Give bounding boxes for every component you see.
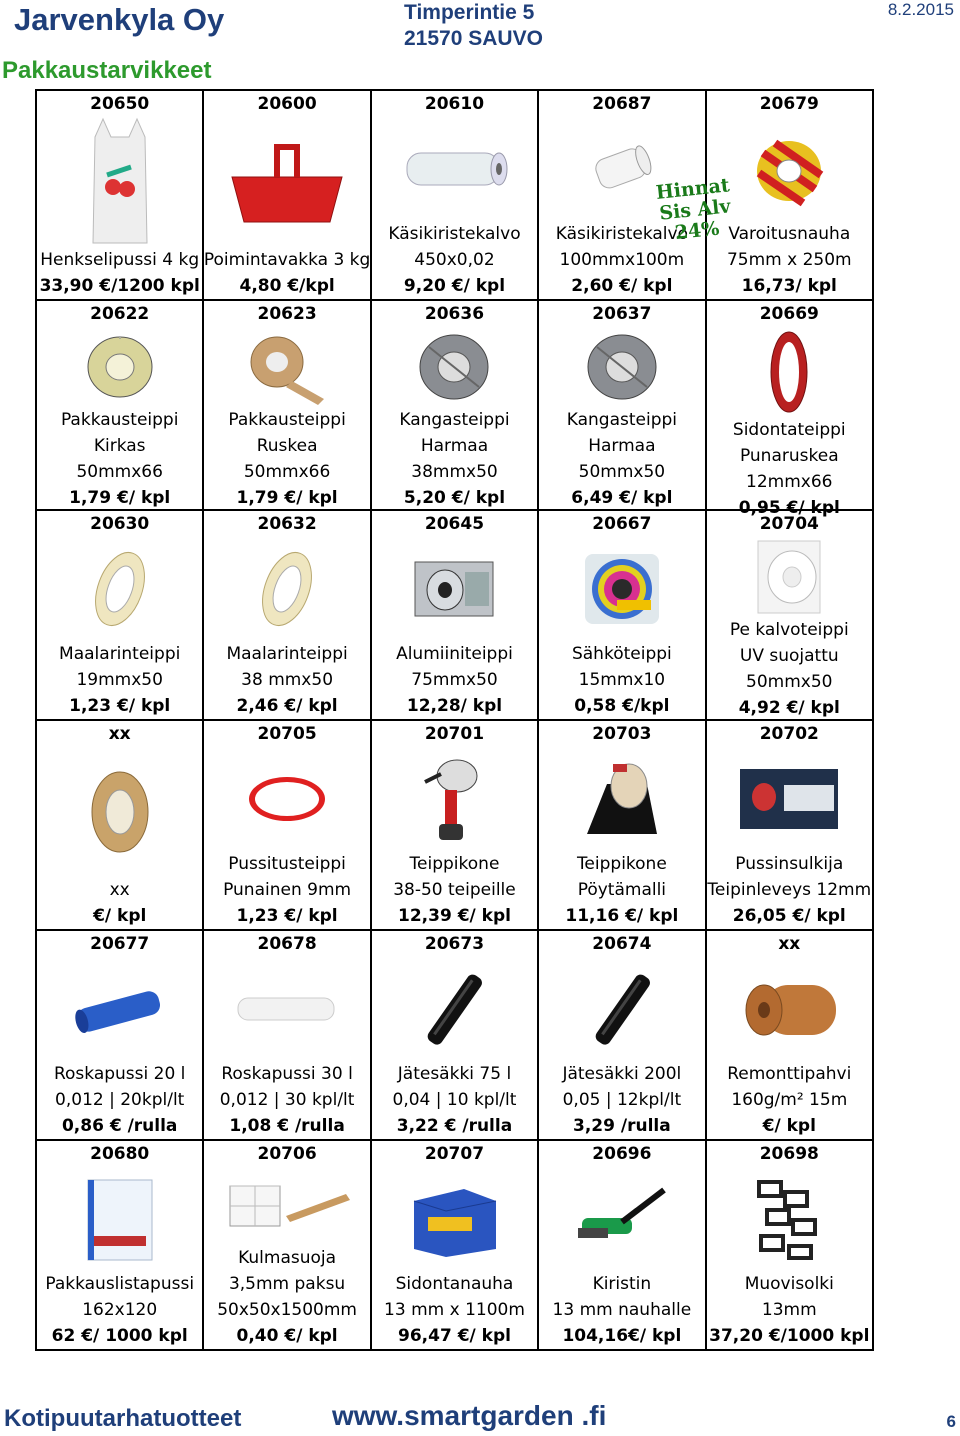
product-description-line: 12mmx66 (746, 472, 833, 492)
product-cell (371, 930, 538, 1140)
product-description-line: Kulmasuoja (238, 1248, 337, 1268)
bag-sealer-icon (707, 747, 872, 851)
product-price: 104,16€/ kpl (562, 1326, 682, 1346)
product-cell (538, 720, 705, 930)
product-price: 3,22 € /rulla (396, 1116, 513, 1136)
product-code: xx (778, 934, 801, 954)
product-description-line: 3,5mm paksu (228, 1274, 346, 1294)
product-cell (203, 90, 370, 300)
product-description-line: Jätesäkki 75 l (397, 1064, 512, 1084)
product-description-line: Pe kalvoteippi (729, 620, 849, 640)
product-price: 1,79 €/ kpl (236, 488, 338, 508)
electrical-tape-icon (539, 537, 704, 641)
product-description-line: Teippikone (576, 854, 667, 874)
product-description-line: Sähköteippi (571, 644, 672, 664)
black-sack-roll-icon (372, 957, 537, 1061)
product-table (35, 89, 874, 1351)
product-row (36, 930, 873, 1140)
product-description-line: Pakkausteippi (60, 410, 179, 430)
product-code: 20706 (257, 1144, 317, 1164)
product-code: 20669 (759, 304, 819, 324)
product-code: 20630 (90, 514, 150, 534)
product-code: 20674 (592, 934, 652, 954)
product-cell (538, 1140, 705, 1350)
product-cell (706, 1140, 873, 1350)
aluminium-tape-icon (372, 537, 537, 641)
plastic-buckles-icon (707, 1167, 872, 1271)
product-description-line: Harmaa (588, 436, 656, 456)
product-description-line: 75mm x 250m (726, 250, 852, 270)
product-description-line: 50mmx50 (746, 672, 833, 692)
product-price: 2,60 €/ kpl (571, 276, 673, 296)
product-description-line: 13 mm x 1100m (384, 1300, 525, 1320)
product-code: 20704 (759, 514, 819, 534)
product-code: 20679 (759, 94, 819, 114)
masking-tape-icon (37, 537, 202, 641)
product-description-line: Muovisolki (744, 1274, 834, 1294)
brown-tape-icon (204, 327, 369, 407)
product-description-line: 160g/m² 15m (731, 1090, 848, 1110)
product-cell (371, 300, 538, 510)
product-cell (371, 510, 538, 720)
product-description-line: Teipinleveys 12mm (707, 880, 872, 900)
product-description-line: UV suojattu (739, 646, 839, 666)
product-code: 20702 (759, 724, 819, 744)
product-code: 20637 (592, 304, 652, 324)
product-price: 62 €/ 1000 kpl (51, 1326, 188, 1346)
product-description-line: Sidontateippi (732, 420, 846, 440)
product-price: 0,40 €/ kpl (236, 1326, 338, 1346)
product-description-line: Poimintavakka 3 kg (203, 250, 371, 270)
product-cell (36, 930, 203, 1140)
product-description-line: Sidontanauha (395, 1274, 514, 1294)
product-price: 1,08 € /rulla (229, 1116, 345, 1136)
masking-tape-icon (204, 537, 369, 641)
product-description-line: Punaruskea (739, 446, 839, 466)
product-cell (538, 930, 705, 1140)
strapping-box-icon (372, 1167, 537, 1271)
product-description-line: Pussitusteippi (228, 854, 346, 874)
product-price: 3,29 /rulla (573, 1116, 671, 1136)
product-row (36, 300, 873, 510)
product-price: 0,58 €/kpl (574, 696, 670, 716)
product-price: 4,80 €/kpl (239, 276, 335, 296)
product-description-line: Käsikiristekalvo (555, 224, 688, 244)
red-binding-tape-icon (707, 327, 872, 417)
product-code: 20705 (257, 724, 317, 744)
product-description-line: Kangasteippi (399, 410, 510, 430)
product-cell (654, 90, 873, 300)
product-row (36, 1140, 873, 1350)
product-code: 20698 (759, 1144, 819, 1164)
product-price: 12,39 €/ kpl (398, 906, 511, 926)
product-description-line: Kiristin (592, 1274, 652, 1294)
product-cell (706, 720, 873, 930)
product-code: 20623 (257, 304, 317, 324)
red-bag-tape-icon (204, 747, 369, 851)
product-description-line: Punainen 9mm (223, 880, 352, 900)
product-description-line: 38-50 teipeille (393, 880, 516, 900)
product-description-line: 13 mm nauhalle (552, 1300, 692, 1320)
vat-price-badge (655, 175, 735, 245)
product-code: 20687 (592, 94, 652, 114)
page-number: 6 (946, 1412, 956, 1431)
product-price: 1,23 €/ kpl (69, 696, 171, 716)
corner-protector-icon (204, 1167, 369, 1245)
product-description-line: Käsikiristekalvo (388, 224, 521, 244)
product-price: 0,86 € /rulla (61, 1116, 178, 1136)
product-code: 20636 (424, 304, 485, 324)
product-code: 20645 (424, 514, 485, 534)
product-row (36, 90, 873, 300)
product-cell (36, 1140, 203, 1350)
product-cell (36, 720, 203, 930)
product-code: 20632 (257, 514, 317, 534)
product-description-line: 38mmx50 (411, 462, 498, 482)
product-description-line: Harmaa (420, 436, 489, 456)
product-cell (706, 930, 873, 1140)
grey-duct-tape-icon (372, 327, 537, 407)
product-cell (706, 300, 873, 518)
product-price: 96,47 €/ kpl (398, 1326, 511, 1346)
product-price: 33,90 €/1200 kpl (39, 276, 200, 296)
product-description-line: 13mm (761, 1300, 817, 1320)
product-cell (538, 300, 705, 510)
product-description-line: 0,05 | 12kpl/lt (562, 1090, 682, 1110)
black-sack-roll-icon (539, 957, 704, 1061)
product-description-line: Varoitusnauha (728, 224, 851, 244)
product-price: 37,20 €/1000 kpl (709, 1326, 870, 1346)
product-price: 26,05 €/ kpl (732, 906, 846, 926)
product-price: 12,28/ kpl (406, 696, 503, 716)
product-price: 16,73/ kpl (741, 276, 837, 296)
product-description-line: 50x50x1500mm (217, 1300, 357, 1320)
address-street: Timperintie 5 (404, 1, 535, 24)
product-code: 20696 (592, 1144, 652, 1164)
product-code: 20701 (424, 724, 485, 744)
product-description-line: Maalarinteippi (59, 644, 181, 664)
product-description-line: 19mmx50 (76, 670, 163, 690)
product-price: €/ kpl (762, 1116, 816, 1136)
product-price: 2,46 €/ kpl (236, 696, 338, 716)
blue-bag-roll-icon (37, 957, 202, 1061)
product-description-line: 0,012 | 30 kpl/lt (219, 1090, 355, 1110)
product-cell (203, 1140, 370, 1350)
company-address (404, 0, 543, 52)
product-row (36, 510, 873, 720)
tape-gun-icon (372, 747, 537, 851)
product-price: 1,79 €/ kpl (69, 488, 171, 508)
product-cell (36, 90, 203, 300)
product-code: 20677 (90, 934, 150, 954)
product-price: 6,49 €/ kpl (571, 488, 673, 508)
white-bag-roll-icon (204, 957, 369, 1061)
product-description-line: Roskapussi 30 l (221, 1064, 353, 1084)
product-description-line: Roskapussi 20 l (53, 1064, 186, 1084)
footer-left-text: Kotipuutarhatuotteet (4, 1405, 242, 1432)
product-description-line: 50mmx66 (243, 462, 331, 482)
desk-dispenser-icon (539, 747, 704, 851)
product-cell (203, 300, 370, 510)
product-description-line: Kirkas (93, 436, 146, 456)
product-cell (371, 1140, 538, 1350)
product-code: 20600 (257, 94, 317, 114)
badge-line-1: Hinnat (654, 174, 731, 204)
stretch-film-roll-icon (372, 117, 537, 221)
product-cell (203, 930, 370, 1140)
grey-duct-tape-icon (539, 327, 704, 407)
product-description-line: Pakkauslistapussi (45, 1274, 195, 1294)
product-description-line: Remonttipahvi (727, 1064, 852, 1084)
product-description-line: Pakkausteippi (228, 410, 346, 430)
product-price: 5,20 €/ kpl (403, 488, 506, 508)
product-cell (36, 300, 203, 510)
cardboard-roll-icon (707, 957, 872, 1061)
product-price: €/ kpl (93, 906, 147, 926)
product-code: 20678 (257, 934, 317, 954)
product-description-line: Pöytämalli (577, 880, 667, 900)
badge-line-2: Sis Alv 24% (658, 195, 732, 245)
document-date: 8.2.2015 (887, 0, 954, 19)
product-description-line: 162x120 (82, 1300, 158, 1320)
kraft-tape-icon (37, 747, 202, 877)
footer-website[interactable]: www.smartgarden .fi (332, 1400, 607, 1431)
product-description-line: 50mmx50 (578, 462, 666, 482)
product-code: 20667 (592, 514, 652, 534)
product-code: 20673 (424, 934, 485, 954)
product-code: 20650 (90, 94, 150, 114)
product-cell (538, 510, 705, 720)
product-price: 0,95 €/ kpl (738, 498, 840, 518)
product-code: 20707 (424, 1144, 485, 1164)
product-code: xx (108, 724, 131, 744)
product-cell (203, 510, 370, 720)
red-basket-icon (204, 117, 369, 247)
product-code: 20622 (90, 304, 150, 324)
product-price: 11,16 €/ kpl (565, 906, 679, 926)
product-description-line: Jätesäkki 200l (562, 1064, 682, 1084)
product-description-line: Kangasteippi (566, 410, 677, 430)
product-description-line: 50mmx66 (76, 462, 163, 482)
product-row (36, 720, 873, 930)
product-description-line: Alumiiniteippi (396, 644, 513, 664)
product-description-line: 100mmx100m (559, 250, 685, 270)
product-code: 20610 (424, 94, 485, 114)
product-description-line: xx (109, 880, 130, 900)
section-title: Pakkaustarvikkeet (2, 57, 212, 84)
product-description-line: Teippikone (409, 854, 500, 874)
product-code: 20703 (592, 724, 652, 744)
product-description-line: 0,012 | 20kpl/lt (55, 1090, 185, 1110)
product-cell (371, 720, 538, 930)
product-description-line: 15mmx10 (578, 670, 666, 690)
strap-tensioner-icon (539, 1167, 704, 1271)
product-description-line: 38 mmx50 (241, 670, 334, 690)
product-price: 9,20 €/ kpl (403, 276, 506, 296)
company-name: Jarvenkyla Oy (14, 2, 225, 37)
product-description-line: 0,04 | 10 kpl/lt (392, 1090, 517, 1110)
product-price: 1,23 €/ kpl (236, 906, 338, 926)
plastic-bag-icon (37, 117, 202, 247)
product-description-line: Henkselipussi 4 kg (40, 250, 200, 270)
product-description-line: Ruskea (256, 436, 318, 456)
white-pe-tape-icon (707, 537, 872, 617)
product-description-line: 75mmx50 (411, 670, 498, 690)
address-postal: 21570 SAUVO (404, 27, 543, 50)
product-cell (203, 720, 370, 930)
product-price: 4,92 €/ kpl (738, 698, 840, 718)
clear-tape-icon (37, 327, 202, 407)
product-code: 20680 (90, 1144, 150, 1164)
product-cell (36, 510, 203, 720)
product-cell (371, 90, 538, 300)
packing-list-envelope-icon (37, 1167, 202, 1271)
product-description-line: Pussinsulkija (735, 854, 844, 874)
product-description-line: 450x0,02 (414, 250, 495, 270)
product-cell (706, 510, 873, 720)
product-description-line: Maalarinteippi (226, 644, 348, 664)
